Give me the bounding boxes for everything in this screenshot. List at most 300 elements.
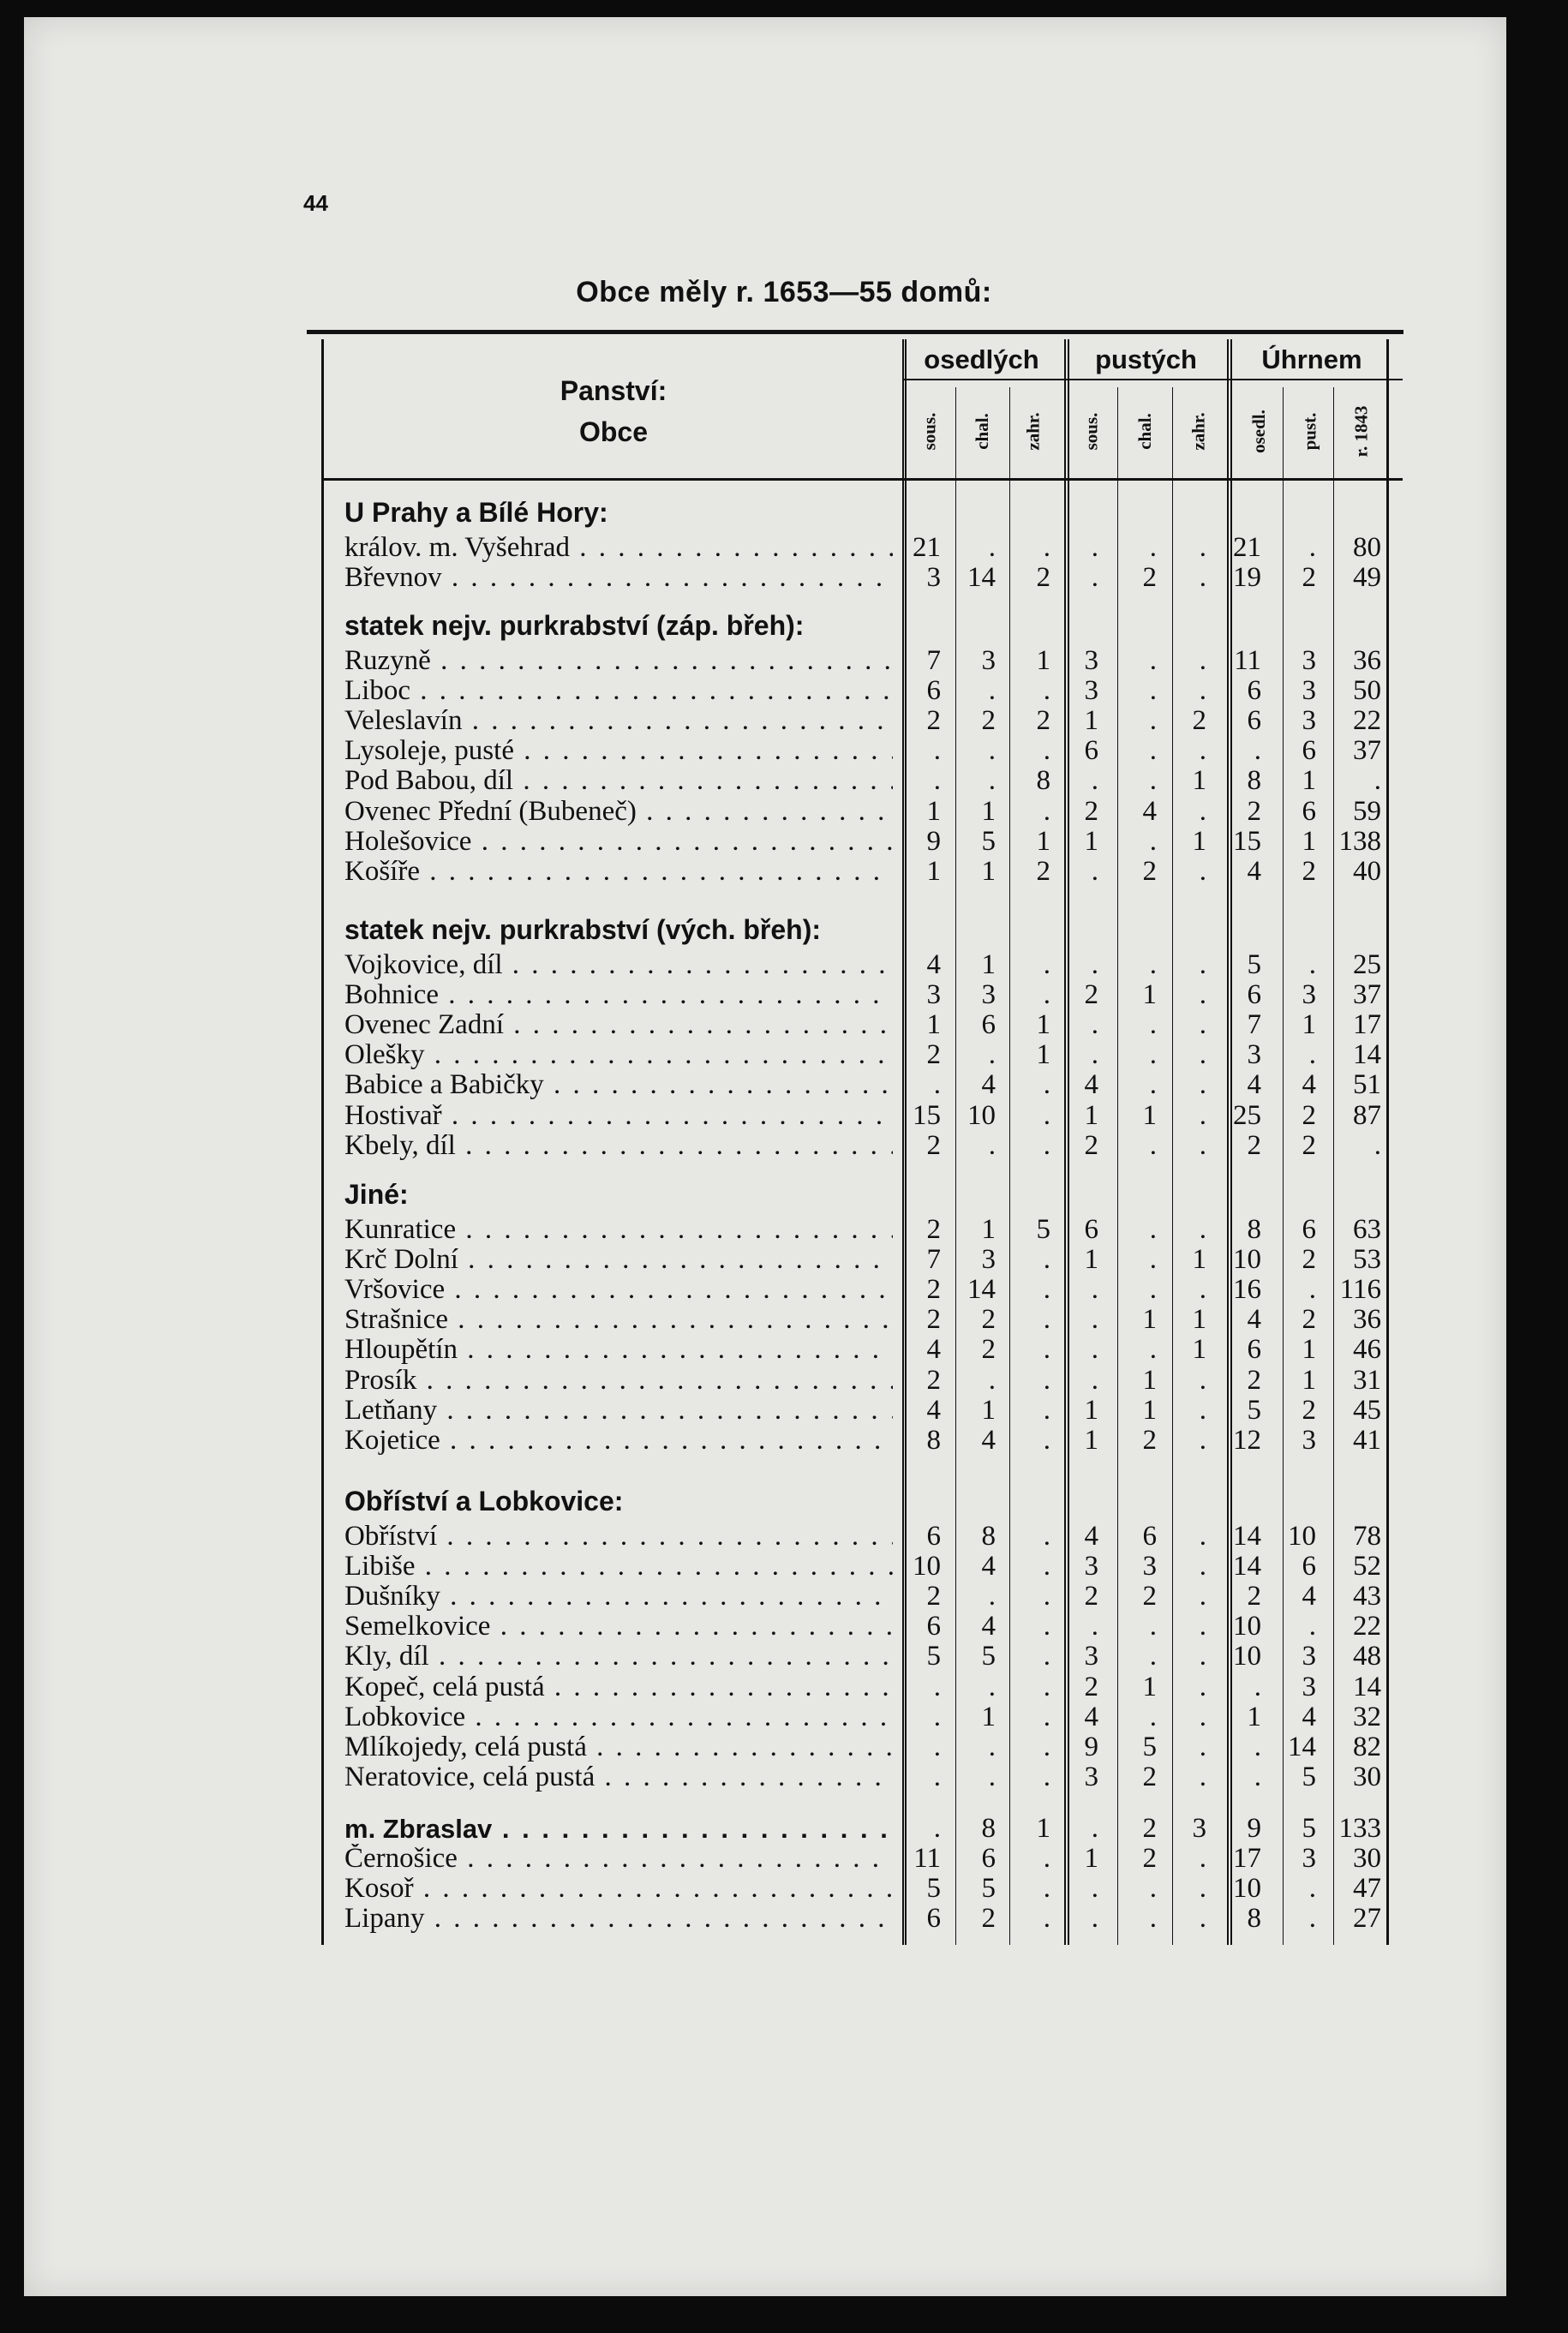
- cell-pu-chal: .: [1149, 1903, 1157, 1935]
- village-name-hostivar: Hostivař . . .: [344, 1101, 893, 1131]
- cell-os-zahr: .: [1043, 1581, 1050, 1612]
- cell-uh-osedl: .: [1254, 1671, 1261, 1702]
- village-name-vrsovice: Vršovice . . .: [344, 1275, 893, 1305]
- cell-os-sous: 4: [926, 1394, 941, 1426]
- cell-pu-chal: .: [1149, 1069, 1157, 1101]
- divider-osedlych-pustych-0: [1064, 339, 1066, 1945]
- cell-os-sous: 1: [926, 795, 941, 827]
- cell-pu-sous: 2: [1084, 1671, 1098, 1702]
- cell-uh-1843: 133: [1338, 1813, 1381, 1844]
- cell-os-sous: 4: [926, 1334, 941, 1366]
- village-name-kosor: Kosoř . . .: [344, 1874, 893, 1904]
- cell-os-chal: 5: [981, 825, 996, 857]
- cell-os-chal: 3: [981, 1244, 996, 1276]
- village-name-kopec-cela-pusta: Kopeč, celá pustá . . .: [344, 1672, 893, 1702]
- village-name-neratovice-cela-pusta: Neratovice, celá pustá . . .: [344, 1762, 893, 1792]
- cell-uh-pust: 3: [1302, 979, 1316, 1011]
- village-name-olesky: Olešky . . .: [344, 1040, 893, 1070]
- cell-pu-chal: .: [1149, 1701, 1157, 1732]
- cell-pu-sous: 4: [1084, 1521, 1098, 1552]
- cell-uh-pust: 4: [1302, 1701, 1316, 1732]
- cell-pu-sous: 1: [1084, 1424, 1098, 1456]
- cell-pu-chal: .: [1149, 1274, 1157, 1306]
- cell-pu-zahr: .: [1199, 1701, 1206, 1732]
- cell-uh-pust: 2: [1302, 855, 1316, 887]
- cell-os-sous: 6: [926, 1521, 941, 1552]
- cell-pu-zahr: .: [1199, 855, 1206, 887]
- cell-pu-zahr: .: [1199, 1761, 1206, 1792]
- cell-os-zahr: .: [1043, 1873, 1050, 1905]
- cell-uh-1843: .: [1373, 765, 1381, 797]
- village-name-lysoleje-puste: Lysoleje, pusté . . .: [344, 736, 893, 766]
- cell-pu-sous: .: [1091, 1274, 1098, 1306]
- cell-uh-pust: 6: [1302, 795, 1316, 827]
- cell-pu-zahr: .: [1199, 1551, 1206, 1582]
- cell-uh-osedl: 10: [1233, 1641, 1261, 1672]
- cell-pu-sous: .: [1091, 949, 1098, 980]
- cell-os-chal: 1: [981, 1214, 996, 1245]
- cell-pu-zahr: .: [1199, 1611, 1206, 1642]
- table-top-rule: [307, 330, 1403, 334]
- cell-pu-zahr: .: [1199, 795, 1206, 827]
- cell-os-zahr: .: [1043, 1129, 1050, 1161]
- cell-os-sous: .: [933, 735, 941, 767]
- cell-pu-zahr: 1: [1192, 1304, 1206, 1336]
- cell-uh-pust: 2: [1302, 1129, 1316, 1161]
- cell-pu-zahr: 3: [1192, 1813, 1206, 1844]
- cell-uh-pust: 2: [1302, 1099, 1316, 1131]
- cell-pu-zahr: .: [1199, 1009, 1206, 1041]
- cell-pu-sous: .: [1091, 1813, 1098, 1844]
- cell-pu-zahr: .: [1199, 1424, 1206, 1456]
- cell-uh-1843: 32: [1353, 1701, 1381, 1732]
- cell-uh-1843: 78: [1353, 1521, 1381, 1552]
- cell-uh-1843: 41: [1353, 1424, 1381, 1456]
- cell-pu-chal: 1: [1142, 1394, 1157, 1426]
- cell-os-chal: .: [988, 1731, 996, 1762]
- cell-os-sous: 5: [926, 1641, 941, 1672]
- cell-pu-sous: 1: [1084, 1394, 1098, 1426]
- village-name-ovenec-predni-bubenec: Ovenec Přední (Bubeneč) . . .: [344, 797, 893, 827]
- cell-uh-1843: 45: [1353, 1394, 1381, 1426]
- cell-uh-pust: 4: [1302, 1069, 1316, 1101]
- cell-uh-osedl: 2: [1247, 1581, 1261, 1612]
- village-name-brevnov: Břevnov . . .: [344, 563, 893, 593]
- cell-pu-zahr: .: [1199, 1903, 1206, 1935]
- village-name-kojetice: Kojetice . . .: [344, 1426, 893, 1456]
- village-name-pod-babou-dil: Pod Babou, díl . . .: [344, 766, 893, 796]
- cell-pu-sous: 2: [1084, 1129, 1098, 1161]
- cell-os-chal: 2: [981, 1903, 996, 1935]
- cell-os-sous: .: [933, 765, 941, 797]
- cell-os-sous: 2: [926, 1304, 941, 1336]
- cell-uh-osedl: 6: [1247, 705, 1261, 737]
- cell-os-chal: 14: [967, 562, 996, 594]
- village-name-strasnice: Strašnice . . .: [344, 1305, 893, 1335]
- column-divider-3: [1172, 387, 1173, 1945]
- cell-os-chal: .: [988, 1364, 996, 1396]
- header-panstvi-label: Panství:: [560, 375, 667, 406]
- village-name-veleslavin: Veleslavín . . .: [344, 706, 893, 736]
- cell-os-chal: 2: [981, 705, 996, 737]
- cell-os-sous: .: [933, 1731, 941, 1762]
- cell-uh-osedl: 14: [1233, 1551, 1261, 1582]
- cell-uh-1843: 51: [1353, 1069, 1381, 1101]
- cell-os-zahr: .: [1043, 1364, 1050, 1396]
- cell-os-sous: 1: [926, 855, 941, 887]
- cell-pu-chal: 6: [1142, 1521, 1157, 1552]
- cell-pu-zahr: .: [1199, 1731, 1206, 1762]
- village-name-letnany: Letňany . . .: [344, 1396, 893, 1426]
- header-sub-pustych-chal: chal.: [1134, 412, 1155, 450]
- column-divider-0: [955, 387, 956, 1945]
- cell-pu-zahr: 1: [1192, 1334, 1206, 1366]
- cell-pu-chal: 2: [1142, 1761, 1157, 1792]
- cell-uh-pust: 10: [1288, 1521, 1316, 1552]
- cell-uh-osedl: 10: [1233, 1873, 1261, 1905]
- cell-uh-osedl: 8: [1247, 1214, 1261, 1245]
- cell-pu-chal: 2: [1142, 1424, 1157, 1456]
- cell-os-chal: 5: [981, 1873, 996, 1905]
- cell-pu-sous: 1: [1084, 1099, 1098, 1131]
- village-name-holesovice: Holešovice . . .: [344, 827, 893, 857]
- cell-uh-1843: .: [1373, 1129, 1381, 1161]
- cell-pu-sous: .: [1091, 765, 1098, 797]
- cell-os-zahr: .: [1043, 1671, 1050, 1702]
- column-divider-1: [1009, 387, 1010, 1945]
- cell-uh-osedl: 14: [1233, 1521, 1261, 1552]
- village-name-bohnice: Bohnice . . .: [344, 980, 893, 1010]
- cell-os-sous: .: [933, 1813, 941, 1844]
- cell-uh-osedl: .: [1254, 1761, 1261, 1792]
- village-name-prosik: Prosík . . .: [344, 1366, 893, 1396]
- cell-uh-1843: 30: [1353, 1843, 1381, 1875]
- village-name-babice-a-babicky: Babice a Babičky . . .: [344, 1070, 893, 1100]
- cell-pu-zahr: 1: [1192, 825, 1206, 857]
- cell-pu-zahr: .: [1199, 532, 1206, 563]
- cell-pu-zahr: .: [1199, 1394, 1206, 1426]
- cell-os-zahr: .: [1043, 1521, 1050, 1552]
- cell-os-sous: 15: [913, 1099, 941, 1131]
- cell-os-zahr: .: [1043, 1701, 1050, 1732]
- cell-uh-osedl: 3: [1247, 1039, 1261, 1071]
- cell-pu-chal: 2: [1142, 855, 1157, 887]
- cell-os-sous: 4: [926, 949, 941, 980]
- village-name-dusniky: Dušníky . . .: [344, 1582, 893, 1612]
- cell-pu-chal: 1: [1142, 1364, 1157, 1396]
- cell-os-chal: 4: [981, 1611, 996, 1642]
- cell-os-chal: 1: [981, 949, 996, 980]
- cell-pu-sous: .: [1091, 1364, 1098, 1396]
- cell-uh-1843: 27: [1353, 1903, 1381, 1935]
- cell-uh-pust: .: [1308, 1611, 1316, 1642]
- cell-pu-sous: .: [1091, 1334, 1098, 1366]
- cell-pu-chal: .: [1149, 1244, 1157, 1276]
- group-sub-rule: [904, 379, 1403, 380]
- cell-pu-zahr: .: [1199, 1521, 1206, 1552]
- header-group-osedlych: osedlých: [924, 344, 1039, 374]
- cell-pu-chal: .: [1149, 1129, 1157, 1161]
- header-sub-osedlych-chal: chal.: [971, 412, 992, 450]
- cell-os-sous: 6: [926, 675, 941, 707]
- cell-uh-osedl: 19: [1233, 562, 1261, 594]
- section-title-obristvi-a-lobkovice: Obříství a Lobkovice:: [344, 1486, 624, 1516]
- cell-os-sous: 2: [926, 1274, 941, 1306]
- cell-pu-zahr: .: [1199, 1274, 1206, 1306]
- cell-pu-zahr: .: [1199, 1641, 1206, 1672]
- cell-os-zahr: .: [1043, 949, 1050, 980]
- cell-uh-osedl: 7: [1247, 1009, 1261, 1041]
- cell-os-sous: .: [933, 1701, 941, 1732]
- cell-pu-zahr: .: [1199, 1099, 1206, 1131]
- cell-pu-sous: .: [1091, 1873, 1098, 1905]
- header-group-pustych: pustých: [1095, 344, 1197, 374]
- cell-uh-osedl: 10: [1233, 1244, 1261, 1276]
- cell-uh-1843: 49: [1353, 562, 1381, 594]
- cell-uh-pust: 1: [1302, 825, 1316, 857]
- cell-os-zahr: .: [1043, 675, 1050, 707]
- village-name-mlikojedy-cela-pusta: Mlíkojedy, celá pustá . . .: [344, 1732, 893, 1762]
- cell-uh-osedl: 2: [1247, 1364, 1261, 1396]
- cell-uh-pust: .: [1308, 1903, 1316, 1935]
- cell-pu-zahr: .: [1199, 979, 1206, 1011]
- village-name-liboc: Liboc . . .: [344, 676, 893, 706]
- cell-uh-osedl: 25: [1233, 1099, 1261, 1131]
- village-name-cernosice: Černošice . . .: [344, 1844, 893, 1874]
- cell-pu-chal: .: [1149, 1611, 1157, 1642]
- cell-uh-pust: 4: [1302, 1581, 1316, 1612]
- header-obce-label: Obce: [578, 416, 649, 447]
- cell-pu-chal: 1: [1142, 1304, 1157, 1336]
- header-sub-osedlych-zahr: zahr.: [1022, 411, 1044, 451]
- cell-pu-sous: 6: [1084, 735, 1098, 767]
- cell-uh-osedl: 17: [1233, 1843, 1261, 1875]
- cell-uh-osedl: 15: [1233, 825, 1261, 857]
- cell-uh-1843: 43: [1353, 1581, 1381, 1612]
- cell-os-chal: .: [988, 765, 996, 797]
- cell-uh-1843: 22: [1353, 1611, 1381, 1642]
- header-sub-pustych-sous: sous.: [1080, 412, 1102, 450]
- cell-pu-chal: .: [1149, 949, 1157, 980]
- cell-pu-zahr: .: [1199, 1843, 1206, 1875]
- cell-pu-chal: 5: [1142, 1731, 1157, 1762]
- column-divider-5: [1333, 387, 1334, 1945]
- cell-os-chal: .: [988, 675, 996, 707]
- village-name-obristvi: Obříství . . .: [344, 1522, 893, 1552]
- page-number: 44: [303, 190, 328, 216]
- cell-pu-zahr: .: [1199, 1581, 1206, 1612]
- cell-os-sous: 3: [926, 979, 941, 1011]
- cell-os-sous: 7: [926, 645, 941, 676]
- section-title-statek-nejv-purkrabstvi-zap-breh: statek nejv. purkrabství (záp. břeh):: [344, 610, 805, 641]
- cell-uh-pust: 3: [1302, 675, 1316, 707]
- cell-pu-zahr: .: [1199, 675, 1206, 707]
- cell-pu-sous: 1: [1084, 705, 1098, 737]
- cell-uh-1843: 48: [1353, 1641, 1381, 1672]
- divider-pustych-uhrnem-0: [1227, 339, 1229, 1945]
- cell-os-zahr: 1: [1036, 825, 1050, 857]
- cell-uh-1843: 22: [1353, 705, 1381, 737]
- cell-uh-osedl: 10: [1233, 1611, 1261, 1642]
- cell-pu-sous: 1: [1084, 825, 1098, 857]
- village-name-ruzyne: Ruzyně . . .: [344, 646, 893, 676]
- cell-pu-zahr: 1: [1192, 1244, 1206, 1276]
- cell-os-zahr: 5: [1036, 1214, 1050, 1245]
- cell-os-zahr: .: [1043, 1069, 1050, 1101]
- header-sub-uhrnem-1843: r. 1843: [1350, 405, 1372, 457]
- cell-uh-pust: 2: [1302, 1304, 1316, 1336]
- cell-uh-1843: 53: [1353, 1244, 1381, 1276]
- cell-pu-sous: 1: [1084, 1843, 1098, 1875]
- cell-pu-zahr: .: [1199, 1873, 1206, 1905]
- cell-pu-zahr: .: [1199, 1214, 1206, 1245]
- cell-uh-1843: 25: [1353, 949, 1381, 980]
- cell-pu-chal: .: [1149, 825, 1157, 857]
- cell-uh-1843: 59: [1353, 795, 1381, 827]
- cell-pu-sous: .: [1091, 855, 1098, 887]
- cell-uh-1843: 50: [1353, 675, 1381, 707]
- village-name-kbely-dil: Kbely, díl . . .: [344, 1131, 893, 1161]
- village-name-m-zbraslav: m. Zbraslav . . .: [344, 1814, 893, 1844]
- cell-os-chal: 6: [981, 1009, 996, 1041]
- section-title-jine: Jiné:: [344, 1179, 409, 1210]
- cell-pu-chal: 1: [1142, 979, 1157, 1011]
- cell-pu-sous: .: [1091, 532, 1098, 563]
- header-sub-uhrnem-pust: pust.: [1299, 412, 1320, 450]
- cell-pu-chal: .: [1149, 1039, 1157, 1071]
- cell-uh-pust: 14: [1288, 1731, 1316, 1762]
- cell-pu-chal: .: [1149, 1641, 1157, 1672]
- cell-os-zahr: .: [1043, 1551, 1050, 1582]
- cell-os-zahr: .: [1043, 1394, 1050, 1426]
- cell-os-sous: 2: [926, 1039, 941, 1071]
- cell-pu-sous: .: [1091, 1611, 1098, 1642]
- cell-os-zahr: .: [1043, 1843, 1050, 1875]
- cell-pu-sous: .: [1091, 562, 1098, 594]
- cell-os-chal: 8: [981, 1813, 996, 1844]
- header-panstvi-obce: [322, 343, 905, 480]
- cell-pu-zahr: 1: [1192, 765, 1206, 797]
- cell-os-chal: 4: [981, 1069, 996, 1101]
- header-sub-osedlych-sous: sous.: [919, 412, 940, 450]
- cell-os-chal: 14: [967, 1274, 996, 1306]
- cell-pu-sous: .: [1091, 1009, 1098, 1041]
- cell-os-zahr: .: [1043, 979, 1050, 1011]
- cell-uh-pust: .: [1308, 532, 1316, 563]
- cell-os-chal: 2: [981, 1334, 996, 1366]
- cell-uh-osedl: 16: [1233, 1274, 1261, 1306]
- cell-pu-sous: 6: [1084, 1214, 1098, 1245]
- cell-uh-osedl: 6: [1247, 979, 1261, 1011]
- village-name-krc-dolni: Krč Dolní . . .: [344, 1245, 893, 1275]
- cell-uh-pust: 3: [1302, 1671, 1316, 1702]
- column-divider-4: [1283, 387, 1284, 1945]
- cell-pu-zahr: .: [1199, 562, 1206, 594]
- cell-os-sous: 5: [926, 1873, 941, 1905]
- cell-uh-pust: 2: [1302, 562, 1316, 594]
- cell-uh-osedl: 6: [1247, 1334, 1261, 1366]
- cell-uh-osedl: 11: [1234, 645, 1261, 676]
- cell-uh-1843: 80: [1353, 532, 1381, 563]
- cell-uh-pust: 6: [1302, 1551, 1316, 1582]
- cell-pu-chal: .: [1149, 1334, 1157, 1366]
- cell-uh-osedl: 8: [1247, 1903, 1261, 1935]
- village-name-kunratice: Kunratice . . .: [344, 1215, 893, 1245]
- cell-pu-chal: .: [1149, 1873, 1157, 1905]
- cell-os-chal: 8: [981, 1521, 996, 1552]
- cell-pu-chal: 1: [1142, 1671, 1157, 1702]
- village-name-ovenec-zadni: Ovenec Zadní . . .: [344, 1010, 893, 1040]
- cell-pu-sous: 2: [1084, 979, 1098, 1011]
- cell-os-zahr: .: [1043, 1334, 1050, 1366]
- cell-os-sous: 10: [913, 1551, 941, 1582]
- cell-uh-1843: 63: [1353, 1214, 1381, 1245]
- cell-pu-chal: .: [1149, 705, 1157, 737]
- cell-os-chal: .: [988, 1039, 996, 1071]
- cell-pu-chal: 1: [1142, 1099, 1157, 1131]
- cell-uh-pust: 3: [1302, 1843, 1316, 1875]
- cell-uh-pust: 2: [1302, 1244, 1316, 1276]
- village-name-kralov-m-vysehrad: králov. m. Vyšehrad . . .: [344, 533, 893, 563]
- cell-os-chal: 6: [981, 1843, 996, 1875]
- cell-uh-osedl: 6: [1247, 675, 1261, 707]
- cell-uh-pust: 3: [1302, 705, 1316, 737]
- cell-uh-1843: 138: [1338, 825, 1381, 857]
- village-name-libise: Libiše . . .: [344, 1552, 893, 1582]
- cell-os-chal: 1: [981, 795, 996, 827]
- cell-pu-zahr: .: [1199, 645, 1206, 676]
- cell-uh-pust: 6: [1302, 735, 1316, 767]
- cell-os-zahr: 2: [1036, 562, 1050, 594]
- cell-uh-1843: 17: [1353, 1009, 1381, 1041]
- table-right-border: [1386, 339, 1389, 1945]
- cell-uh-1843: 82: [1353, 1731, 1381, 1762]
- cell-os-chal: .: [988, 735, 996, 767]
- cell-uh-pust: 1: [1302, 1009, 1316, 1041]
- cell-uh-1843: 30: [1353, 1761, 1381, 1792]
- cell-os-zahr: .: [1043, 1903, 1050, 1935]
- cell-os-sous: 2: [926, 705, 941, 737]
- cell-uh-1843: 116: [1339, 1274, 1381, 1306]
- cell-pu-chal: 2: [1142, 562, 1157, 594]
- cell-pu-chal: 4: [1142, 795, 1157, 827]
- column-divider-2: [1117, 387, 1118, 1945]
- cell-pu-chal: 2: [1142, 1581, 1157, 1612]
- cell-os-chal: 4: [981, 1424, 996, 1456]
- cell-os-zahr: .: [1043, 1099, 1050, 1131]
- cell-uh-1843: 40: [1353, 855, 1381, 887]
- divider-names-double-0: [902, 339, 904, 1945]
- cell-os-zahr: .: [1043, 1641, 1050, 1672]
- cell-os-zahr: .: [1043, 1274, 1050, 1306]
- cell-pu-sous: 4: [1084, 1069, 1098, 1101]
- cell-uh-pust: 2: [1302, 1394, 1316, 1426]
- cell-uh-osedl: 4: [1247, 1304, 1261, 1336]
- cell-os-chal: 1: [981, 1394, 996, 1426]
- cell-pu-chal: .: [1149, 1214, 1157, 1245]
- cell-os-sous: 9: [926, 825, 941, 857]
- cell-pu-chal: .: [1149, 675, 1157, 707]
- cell-os-zahr: 1: [1036, 1813, 1050, 1844]
- cell-pu-sous: .: [1091, 1039, 1098, 1071]
- cell-os-chal: 3: [981, 979, 996, 1011]
- cell-pu-sous: .: [1091, 1903, 1098, 1935]
- cell-os-sous: 1: [926, 1009, 941, 1041]
- cell-os-zahr: .: [1043, 1304, 1050, 1336]
- cell-uh-1843: 14: [1353, 1039, 1381, 1071]
- cell-uh-osedl: 2: [1247, 1129, 1261, 1161]
- page-title: Obce měly r. 1653—55 domů:: [576, 276, 992, 308]
